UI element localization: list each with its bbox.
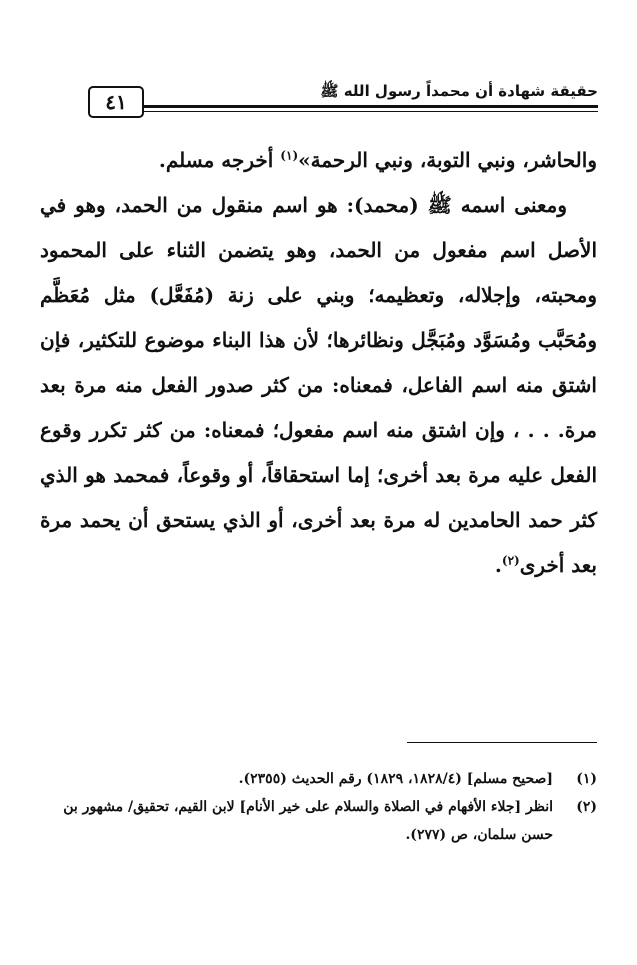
- page-number: ٤١: [88, 86, 144, 118]
- footnote-number: (١): [576, 771, 597, 787]
- footnotes: [40, 765, 597, 849]
- paragraph-1-end: أخرجه مسلم.: [158, 148, 281, 172]
- paragraph-2-end: .: [494, 553, 502, 577]
- header-rule: [144, 105, 598, 108]
- paragraph-1-text: والحاشر، ونبي التوبة، ونبي الرحمة»: [298, 148, 597, 172]
- footnote-ref-1: (١): [280, 148, 299, 163]
- paragraph-2: [40, 183, 597, 588]
- footnote-1: [40, 765, 597, 793]
- footnote-2: [40, 793, 597, 849]
- footnote-number: (٢): [576, 799, 597, 815]
- paragraph-1: [40, 138, 597, 183]
- footnote-text: انظر [جلاء الأفهام في الصلاة والسلام على خير الأنام] لابن القيم، تحقيق/ مشهور بن حسن سلمان، ص (٢٧٧).: [63, 799, 553, 843]
- page-header: [78, 78, 598, 118]
- footnote-separator: [407, 742, 597, 743]
- running-title: حقيقة شهادة أن محمداً رسول الله ﷺ: [320, 82, 598, 100]
- header-rule-thin: [144, 111, 598, 112]
- body-text: [40, 138, 597, 588]
- footnote-ref-2: (٢): [501, 553, 520, 568]
- paragraph-2-text: ومعنى اسمه ﷺ (محمد): هو اسم منقول من الحمد، وهو في الأصل اسم مفعول من الحمد، وهو يتضمن الثناء على المحمود ومحبته، وإجلاله، وتعظيمه؛ وبني على زنة (مُفَعَّل) مثل مُعَظَّم ومُحَبَّب ومُسَوَّد ومُبَجَّل ونظائرها؛ لأن هذا البناء موضوع للتكثير، فإن اشتق منه اسم الفاعل، فمعناه: من كثر صدور الفعل منه مرة بعد مرة. . . ، وإن اشتق منه اسم مفعول؛ فمعناه: من كثر تكرر وقوع الفعل عليه مرة بعد أخرى؛ إما استحقاقاً، أو وقوعاً، فمحمد هو الذي كثر حمد الحامدين له مرة بعد أخرى، أو الذي يستحق أن يحمد مرة بعد أخرى: [40, 193, 597, 577]
- footnote-text: [صحيح مسلم] (١٨٢٨/٤، ١٨٢٩) رقم الحديث (٢٣٥٥).: [238, 771, 553, 787]
